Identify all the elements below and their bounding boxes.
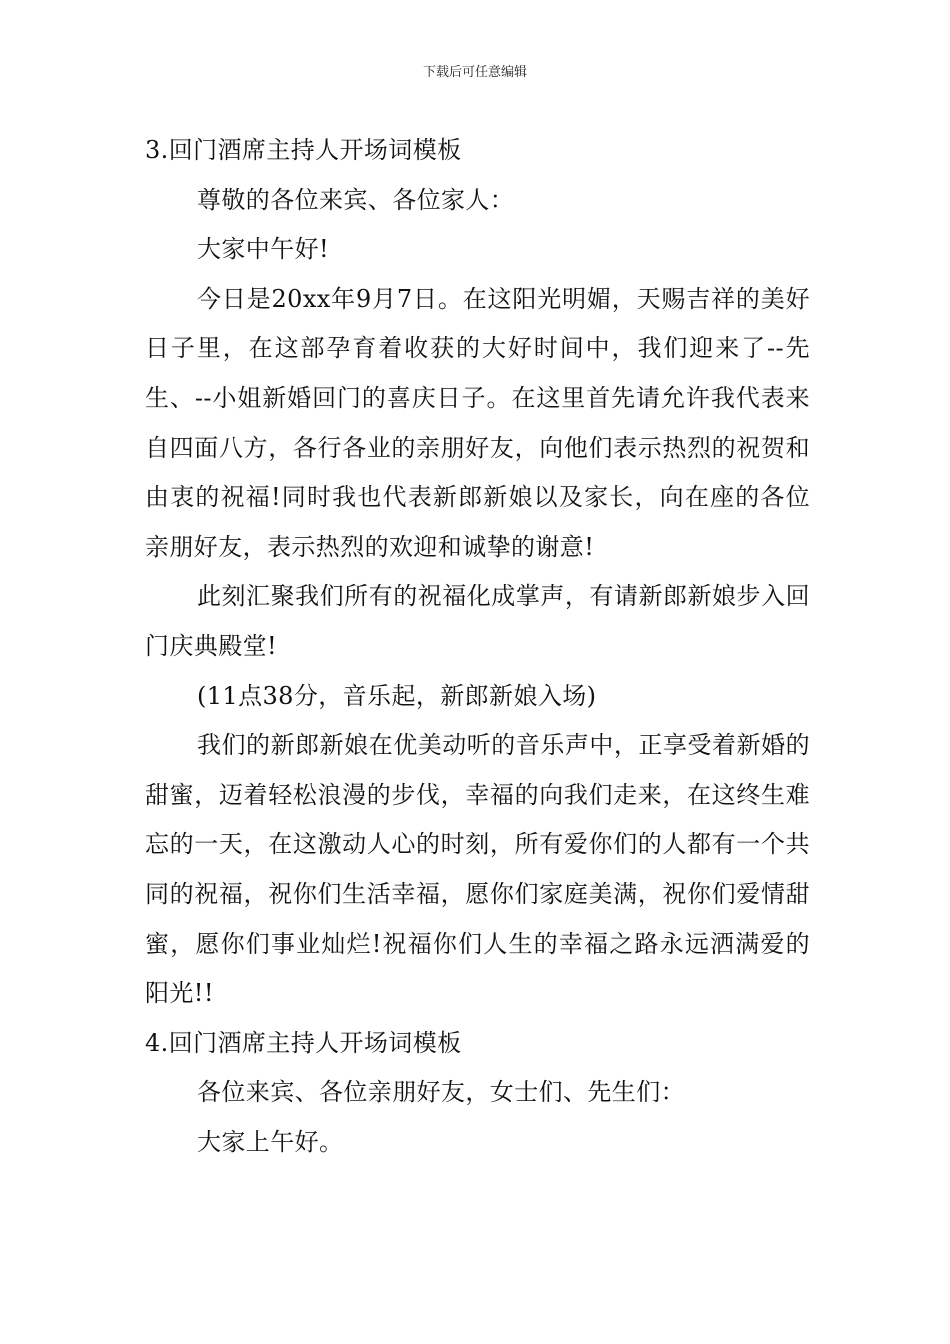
paragraph: 我们的新郎新娘在优美动听的音乐声中，正享受着新婚的甜蜜，迈着轻松浪漫的步伐，幸福的向我们走来，在这终生难忘的一天，在这激动人心的时刻，所有爱你们的人都有一个共同的祝福，祝你们生活幸福，愿你们家庭美满，祝你们爱情甜蜜，愿你们事业灿烂!祝福你们人生的幸福之路永远洒满爱的阳光!!: [145, 731, 810, 1008]
paragraph: 尊敬的各位来宾、各位家人：: [197, 185, 515, 214]
paragraph: 大家上午好。: [197, 1127, 344, 1156]
paragraph: 今日是20xx年9月7日。在这阳光明媚，天赐吉祥的美好日子里，在这部孕育着收获的大好时间中，我们迎来了--先生、--小姐新婚回门的喜庆日子。在这里首先请允许我代表来自四面八方，各行各业的亲朋好友，向他们表示热烈的祝贺和由衷的祝福!同时我也代表新郎新娘以及家长，向在座的各位亲朋好友，表示热烈的欢迎和诚挚的谢意!: [145, 284, 810, 561]
document-body: [145, 126, 810, 1167]
paragraph: 各位来宾、各位亲朋好友，女士们、先生们：: [197, 1078, 685, 1107]
section-heading: 3.回门酒席主持人开场词模板: [145, 136, 462, 164]
section-heading: 4.回门酒席主持人开场词模板: [145, 1028, 462, 1057]
paragraph: 此刻汇聚我们所有的祝福化成掌声，有请新郎新娘步入回门庆典殿堂!: [145, 582, 810, 660]
paragraph: (11点38分，音乐起，新郎新娘入场): [197, 681, 597, 710]
paragraph: 大家中午好!: [197, 235, 330, 264]
page-header: 下载后可任意编辑: [422, 65, 527, 80]
